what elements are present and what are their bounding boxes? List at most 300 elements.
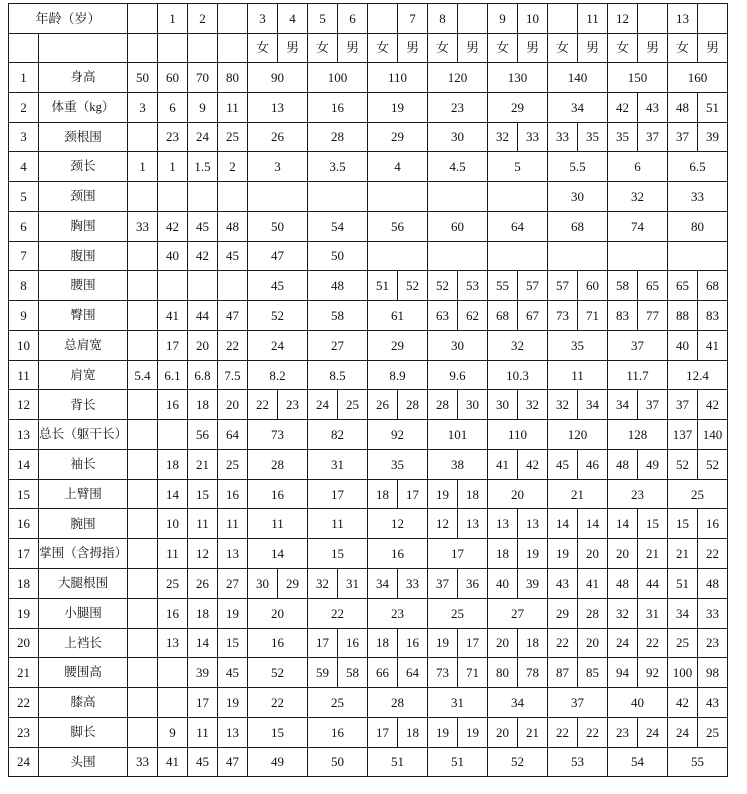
age-cell: 9 [488,4,518,34]
value-cell: 11 [218,92,248,122]
value-cell: 45 [188,211,218,241]
value-male: 23 [698,628,728,658]
value-shared: 90 [248,63,308,93]
sex-female-label: 女 [368,33,398,63]
item-name: 上裆长 [39,628,128,658]
value-male: 68 [698,271,728,301]
value-shared: 52 [248,301,308,331]
table-row [9,509,728,539]
value-cell: 45 [218,658,248,688]
item-name: 身高 [39,63,128,93]
row-number: 1 [9,63,39,93]
value-cell: 11 [218,509,248,539]
value-male: 77 [638,301,668,331]
value-shared: 29 [488,92,548,122]
table-row [9,747,728,777]
row-number: 2 [9,92,39,122]
value-cell [128,658,158,688]
value-female: 40 [488,569,518,599]
value-female: 37 [668,122,698,152]
value-shared: 100 [308,63,368,93]
value-female: 32 [308,569,338,599]
age-cell: 6 [338,4,368,34]
value-shared: 23 [428,92,488,122]
value-shared: 30 [428,330,488,360]
value-shared: 35 [548,330,608,360]
value-cell: 47 [218,301,248,331]
value-male: 24 [638,717,668,747]
value-female: 32 [548,390,578,420]
value-cell: 9 [188,92,218,122]
value-cell: 14 [188,628,218,658]
value-shared: 21 [548,479,608,509]
value-cell: 2 [218,152,248,182]
sex-male-label: 男 [398,33,428,63]
value-female: 22 [548,717,578,747]
table-row [9,301,728,331]
sex-female-label: 女 [488,33,518,63]
item-name: 胸围 [39,211,128,241]
table-row [9,211,728,241]
value-shared: 92 [368,420,428,450]
value-male: 43 [698,688,728,718]
value-female: 24 [308,390,338,420]
value-cell [128,449,158,479]
value-male: 33 [398,569,428,599]
value-cell: 45 [218,241,248,271]
value-female: 100 [668,658,698,688]
value-shared: 64 [488,211,548,241]
value-female: 20 [488,717,518,747]
value-shared: 14 [248,539,308,569]
value-female: 21 [668,539,698,569]
value-female: 137 [668,420,698,450]
value-shared: 110 [368,63,428,93]
value-shared: 23 [608,479,668,509]
value-male: 31 [638,598,668,628]
value-male: 65 [638,271,668,301]
value-male: 32 [518,390,548,420]
sex-female-label: 女 [548,33,578,63]
sex-female-label: 女 [608,33,638,63]
sex-female-label: 女 [428,33,458,63]
value-cell [128,598,158,628]
value-male: 16 [338,628,368,658]
value-cell: 18 [188,598,218,628]
value-cell [158,420,188,450]
value-cell [128,420,158,450]
sex-female-label: 女 [668,33,698,63]
value-cell: 42 [188,241,218,271]
value-female: 48 [608,449,638,479]
value-female: 88 [668,301,698,331]
value-shared: 5.5 [548,152,608,182]
value-female: 18 [488,539,518,569]
row-number: 20 [9,628,39,658]
age-cell [698,4,728,34]
value-male: 67 [518,301,548,331]
value-shared: 35 [368,449,428,479]
value-shared: 55 [668,747,728,777]
value-male: 41 [698,330,728,360]
value-shared: 34 [488,688,548,718]
value-shared: 130 [488,63,548,93]
value-cell: 42 [158,211,188,241]
item-name: 颈根围 [39,122,128,152]
value-male: 18 [398,717,428,747]
value-cell [128,717,158,747]
table-row [9,598,728,628]
value-cell: 13 [158,628,188,658]
value-male: 60 [578,271,608,301]
value-female: 34 [668,598,698,628]
value-female: 34 [368,569,398,599]
value-male: 28 [398,390,428,420]
value-cell [128,122,158,152]
value-female: 28 [428,390,458,420]
item-name: 肩宽 [39,360,128,390]
value-shared: 40 [608,688,668,718]
value-cell [128,628,158,658]
value-cell [128,479,158,509]
value-female: 17 [368,717,398,747]
value-female: 30 [248,569,278,599]
value-male: 33 [518,122,548,152]
value-shared: 30 [548,182,608,212]
value-shared: 22 [248,688,308,718]
value-cell: 11 [188,509,218,539]
value-shared: 15 [248,717,308,747]
value-shared [248,182,308,212]
table-row [9,628,728,658]
row-number: 5 [9,182,39,212]
value-male: 25 [698,717,728,747]
value-male: 46 [578,449,608,479]
value-male: 71 [578,301,608,331]
value-cell: 17 [188,688,218,718]
value-male: 30 [458,390,488,420]
value-shared: 17 [308,479,368,509]
value-female: 34 [608,390,638,420]
value-shared: 128 [608,420,668,450]
row-number: 23 [9,717,39,747]
value-shared: 25 [308,688,368,718]
value-shared: 50 [248,211,308,241]
value-shared: 9.6 [428,360,488,390]
value-female: 29 [548,598,578,628]
value-cell: 19 [218,688,248,718]
value-cell: 13 [218,539,248,569]
value-cell: 56 [188,420,218,450]
value-shared: 38 [428,449,488,479]
value-cell: 15 [188,479,218,509]
value-male: 49 [638,449,668,479]
value-shared: 120 [548,420,608,450]
value-cell: 14 [158,479,188,509]
value-cell: 17 [158,330,188,360]
value-female: 73 [548,301,578,331]
value-female: 42 [608,92,638,122]
value-male: 64 [398,658,428,688]
value-male: 16 [398,628,428,658]
value-female: 37 [668,390,698,420]
item-name: 臀围 [39,301,128,331]
value-cell: 33 [128,747,158,777]
value-shared: 28 [248,449,308,479]
sex-male-label: 男 [638,33,668,63]
value-cell: 70 [188,63,218,93]
age-header-label: 年龄（岁） [9,4,128,34]
value-cell [218,271,248,301]
value-female: 65 [668,271,698,301]
table-row [9,63,728,93]
value-shared: 101 [428,420,488,450]
value-female: 18 [368,479,398,509]
value-shared: 8.2 [248,360,308,390]
value-cell [128,539,158,569]
value-male: 19 [458,717,488,747]
value-cell: 1 [128,152,158,182]
value-shared: 11 [548,360,608,390]
value-cell [128,241,158,271]
row-number: 16 [9,509,39,539]
value-male: 20 [578,539,608,569]
age-cell [368,4,398,34]
header-blank-cell [188,33,218,63]
table-row [9,360,728,390]
value-shared: 110 [488,420,548,450]
table-row [9,241,728,271]
value-male: 39 [518,569,548,599]
value-cell [218,182,248,212]
row-number: 17 [9,539,39,569]
table-row [9,569,728,599]
value-cell [128,301,158,331]
sex-male-label: 男 [338,33,368,63]
value-shared: 29 [368,330,428,360]
value-cell [128,330,158,360]
value-male: 14 [578,509,608,539]
value-male: 22 [698,539,728,569]
value-cell: 64 [218,420,248,450]
value-female: 40 [668,330,698,360]
value-cell: 48 [218,211,248,241]
value-shared [368,182,428,212]
value-shared: 30 [428,122,488,152]
value-female: 59 [308,658,338,688]
value-cell [188,182,218,212]
value-female: 15 [668,509,698,539]
table-row [9,717,728,747]
table-row [9,152,728,182]
item-name: 颈围 [39,182,128,212]
value-female: 94 [608,658,638,688]
value-shared: 17 [428,539,488,569]
row-number: 11 [9,360,39,390]
value-shared [428,241,488,271]
value-female: 63 [428,301,458,331]
value-shared: 31 [428,688,488,718]
value-shared: 80 [668,211,728,241]
value-cell: 18 [158,449,188,479]
value-cell: 19 [218,598,248,628]
value-shared: 12 [368,509,428,539]
value-female: 43 [548,569,578,599]
value-shared: 50 [308,241,368,271]
value-shared: 25 [668,479,728,509]
body-measurement-table [8,3,728,777]
value-shared: 51 [368,747,428,777]
value-shared: 32 [608,182,668,212]
value-cell [158,688,188,718]
value-female: 87 [548,658,578,688]
value-male: 19 [518,539,548,569]
item-name: 小腿围 [39,598,128,628]
value-male: 58 [338,658,368,688]
sex-female-label: 女 [248,33,278,63]
value-shared: 48 [308,271,368,301]
value-cell: 9 [158,717,188,747]
value-cell: 27 [218,569,248,599]
value-male: 43 [638,92,668,122]
row-number: 7 [9,241,39,271]
item-name: 腕围 [39,509,128,539]
value-cell: 21 [188,449,218,479]
value-male: 42 [698,390,728,420]
value-shared: 28 [368,688,428,718]
value-shared: 16 [368,539,428,569]
age-cell: 5 [308,4,338,34]
value-female: 24 [608,628,638,658]
table-row [9,182,728,212]
table-body [9,63,728,777]
age-cell: 12 [608,4,638,34]
value-shared: 29 [368,122,428,152]
value-shared [368,241,428,271]
value-female: 23 [608,717,638,747]
value-male: 21 [518,717,548,747]
table-row [9,658,728,688]
value-shared: 4.5 [428,152,488,182]
value-female: 20 [488,628,518,658]
value-cell [158,271,188,301]
row-number: 3 [9,122,39,152]
value-male: 85 [578,658,608,688]
value-shared: 20 [248,598,308,628]
value-shared: 32 [488,330,548,360]
value-female: 45 [548,449,578,479]
table-header [9,4,728,63]
value-shared: 60 [428,211,488,241]
value-male: 28 [578,598,608,628]
value-shared: 52 [248,658,308,688]
value-female: 14 [548,509,578,539]
value-female: 24 [668,717,698,747]
value-female: 32 [608,598,638,628]
value-cell: 18 [188,390,218,420]
value-cell [128,509,158,539]
header-blank-cell [158,33,188,63]
value-shared [308,182,368,212]
header-row-sex [9,33,728,63]
value-female: 19 [548,539,578,569]
value-female: 32 [488,122,518,152]
value-female: 20 [608,539,638,569]
value-female: 73 [428,658,458,688]
value-cell: 50 [128,63,158,93]
table-row [9,479,728,509]
value-shared: 28 [308,122,368,152]
value-male: 53 [458,271,488,301]
value-female: 48 [608,569,638,599]
value-cell: 41 [158,747,188,777]
item-name: 背长 [39,390,128,420]
value-male: 52 [398,271,428,301]
item-name: 腰围 [39,271,128,301]
value-cell: 60 [158,63,188,93]
row-number: 18 [9,569,39,599]
age-cell [638,4,668,34]
value-cell: 6.8 [188,360,218,390]
value-female: 80 [488,658,518,688]
value-shared: 160 [668,63,728,93]
value-female: 30 [488,390,518,420]
value-shared: 74 [608,211,668,241]
value-male: 41 [578,569,608,599]
value-male: 35 [578,122,608,152]
value-male: 17 [458,628,488,658]
value-male: 18 [458,479,488,509]
value-cell: 7.5 [218,360,248,390]
value-shared [488,182,548,212]
header-blank-cell [218,33,248,63]
row-number: 6 [9,211,39,241]
table-row [9,271,728,301]
value-cell: 5.4 [128,360,158,390]
value-shared: 82 [308,420,368,450]
value-male: 15 [638,509,668,539]
value-shared: 50 [308,747,368,777]
value-cell: 12 [188,539,218,569]
value-shared: 24 [248,330,308,360]
value-female: 35 [608,122,638,152]
value-female: 14 [608,509,638,539]
sex-male-label: 男 [458,33,488,63]
value-shared: 3 [248,152,308,182]
value-female: 18 [368,628,398,658]
value-male: 71 [458,658,488,688]
value-shared: 120 [428,63,488,93]
item-name: 总长（躯干长） [39,420,128,450]
value-male: 42 [518,449,548,479]
item-name: 腹围 [39,241,128,271]
value-cell: 41 [158,301,188,331]
value-shared: 45 [248,271,308,301]
value-female: 12 [428,509,458,539]
value-shared: 58 [308,301,368,331]
value-male: 18 [518,628,548,658]
value-shared: 140 [548,63,608,93]
value-cell: 45 [188,747,218,777]
value-male: 22 [578,717,608,747]
value-female: 19 [428,717,458,747]
value-cell: 11 [158,539,188,569]
value-shared: 31 [308,449,368,479]
value-shared: 52 [488,747,548,777]
value-male: 44 [638,569,668,599]
value-cell: 40 [158,241,188,271]
row-number: 4 [9,152,39,182]
